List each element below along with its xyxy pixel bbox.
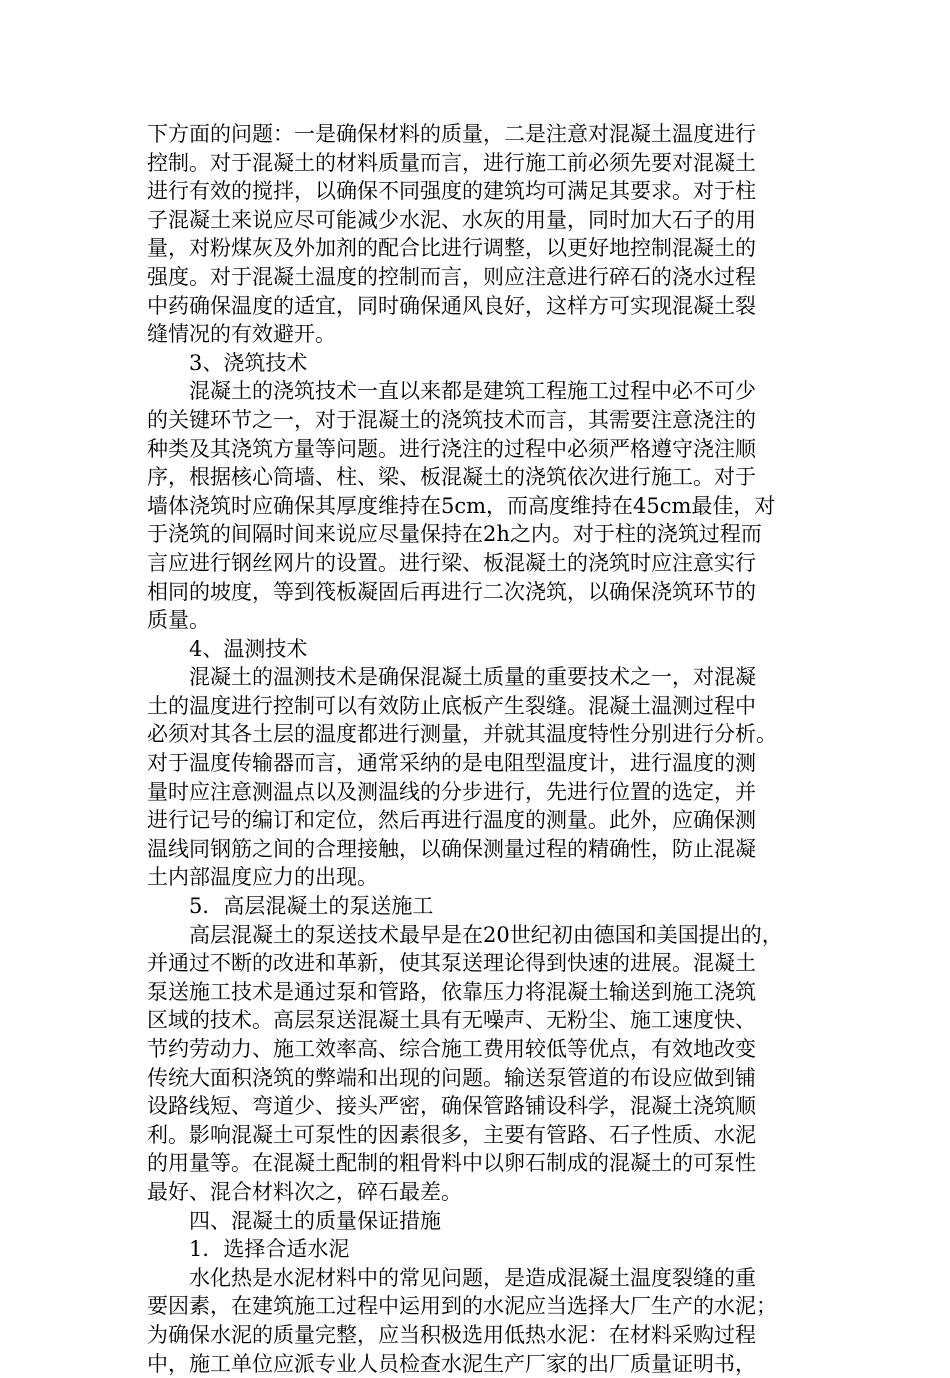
text-line: 必须对其各土层的温度都进行测量，并就其温度特性分别进行分析。: [147, 722, 777, 747]
text-line: 节约劳动力、施工效率高、综合施工费用较低等优点，有效地改变: [147, 1037, 756, 1061]
text-line: 区域的技术。高层泵送混凝土具有无噪声、无粉尘、施工速度快、: [147, 1008, 756, 1033]
text-line: 土内部温度应力的出现。: [147, 865, 378, 890]
text-line: 对于温度传输器而言，通常采纳的是电阻型温度计，进行温度的测: [147, 751, 756, 776]
paragraph-first-line: 高层混凝土的泵送技术最早是在20世纪初由德国和美国提出的，: [189, 922, 783, 947]
text-line: 中药确保温度的适宜，同时确保通风良好，这样方可实现混凝土裂: [147, 293, 756, 318]
text-line: 并通过不断的改进和革新，使其泵送理论得到快速的进展。混凝土: [147, 951, 756, 976]
text-line: 序，根据核心筒墙、柱、梁、板混凝土的浇筑依次进行施工。对于: [147, 465, 756, 490]
text-line: 温线同钢筋之间的合理接触，以确保测量过程的精确性，防止混凝: [147, 836, 756, 861]
document-body: [147, 120, 817, 1378]
text-line: 量，对粉煤灰及外加剂的配合比进行调整，以更好地控制混凝土的: [147, 236, 756, 261]
text-line: 种类及其浇筑方量等问题。进行浇注的过程中必须严格遵守浇注顺: [147, 436, 756, 461]
text-line: 利。影响混凝土可泵性的因素很多，主要有管路、石子性质、水泥: [147, 1122, 756, 1147]
paragraph-first-line: 1．选择合适水泥: [189, 1237, 350, 1262]
text-line: 中，施工单位应派专业人员检查水泥生产厂家的出厂质量证明书，: [147, 1351, 756, 1376]
text-line: 要因素，在建筑施工过程中运用到的水泥应当选择大厂生产的水泥；: [147, 1294, 777, 1319]
paragraph-first-line: 混凝土的浇筑技术一直以来都是建筑工程施工过程中必不可少: [189, 379, 756, 404]
text-line: 量时应注意测温点以及测温线的分步进行，先进行位置的选定，并: [147, 779, 756, 804]
text-line: 相同的坡度，等到筏板凝固后再进行二次浇筑，以确保浇筑环节的: [147, 579, 756, 604]
text-line: 缝情况的有效避开。: [147, 322, 336, 347]
text-line: 质量。: [147, 608, 210, 633]
paragraph-first-line: 3、浇筑技术: [189, 350, 308, 375]
paragraph-first-line: 四、混凝土的质量保证措施: [189, 1208, 441, 1233]
text-line: 进行记号的编订和定位，然后再进行温度的测量。此外，应确保测: [147, 808, 756, 833]
paragraph-first-line: 4、温测技术: [189, 636, 308, 661]
text-line: 土的温度进行控制可以有效防止底板产生裂缝。混凝土温测过程中: [147, 693, 756, 718]
text-line: 言应进行钢丝网片的设置。进行梁、板混凝土的浇筑时应注意实行: [147, 550, 756, 575]
text-line: 控制。对于混凝土的材料质量而言，进行施工前必须先要对混凝土: [147, 150, 756, 175]
text-line: 强度。对于混凝土温度的控制而言，则应注意进行碎石的浇水过程: [147, 264, 756, 289]
paragraph-first-line: 水化热是水泥材料中的常见问题，是造成混凝土温度裂缝的重: [189, 1265, 756, 1290]
text-line: 为确保水泥的质量完整，应当积极选用低热水泥：在材料采购过程: [147, 1322, 756, 1347]
text-line: 墙体浇筑时应确保其厚度维持在5cm，而高度维持在45cm最佳，对: [147, 493, 776, 518]
text-line: 的关键环节之一，对于混凝土的浇筑技术而言，其需要注意浇注的: [147, 407, 756, 432]
paragraph-first-line: 5．高层混凝土的泵送施工: [189, 894, 434, 919]
text-line: 的用量等。在混凝土配制的粗骨料中以卵石制成的混凝土的可泵性: [147, 1151, 756, 1176]
text-line: 传统大面积浇筑的弊端和出现的问题。输送泵管道的布设应做到铺: [147, 1065, 756, 1090]
paragraph-first-line: 混凝土的温测技术是确保混凝土质量的重要技术之一，对混凝: [189, 665, 756, 690]
text-line: 泵送施工技术是通过泵和管路，依靠压力将混凝土输送到施工浇筑: [147, 979, 756, 1004]
text-line: 下方面的问题：一是确保材料的质量，二是注意对混凝土温度进行: [147, 122, 756, 146]
text-line: 子混凝土来说应尽可能减少水泥、水灰的用量，同时加大石子的用: [147, 207, 756, 232]
text-line: 设路线短、弯道少、接头严密，确保管路铺设科学，混凝土浇筑顺: [147, 1094, 756, 1119]
text-line: 进行有效的搅拌，以确保不同强度的建筑均可满足其要求。对于柱: [147, 179, 756, 204]
text-line: 最好、混合材料次之，碎石最差。: [147, 1179, 462, 1204]
text-line: 于浇筑的间隔时间来说应尽量保持在2h之内。对于柱的浇筑过程而: [147, 522, 762, 547]
